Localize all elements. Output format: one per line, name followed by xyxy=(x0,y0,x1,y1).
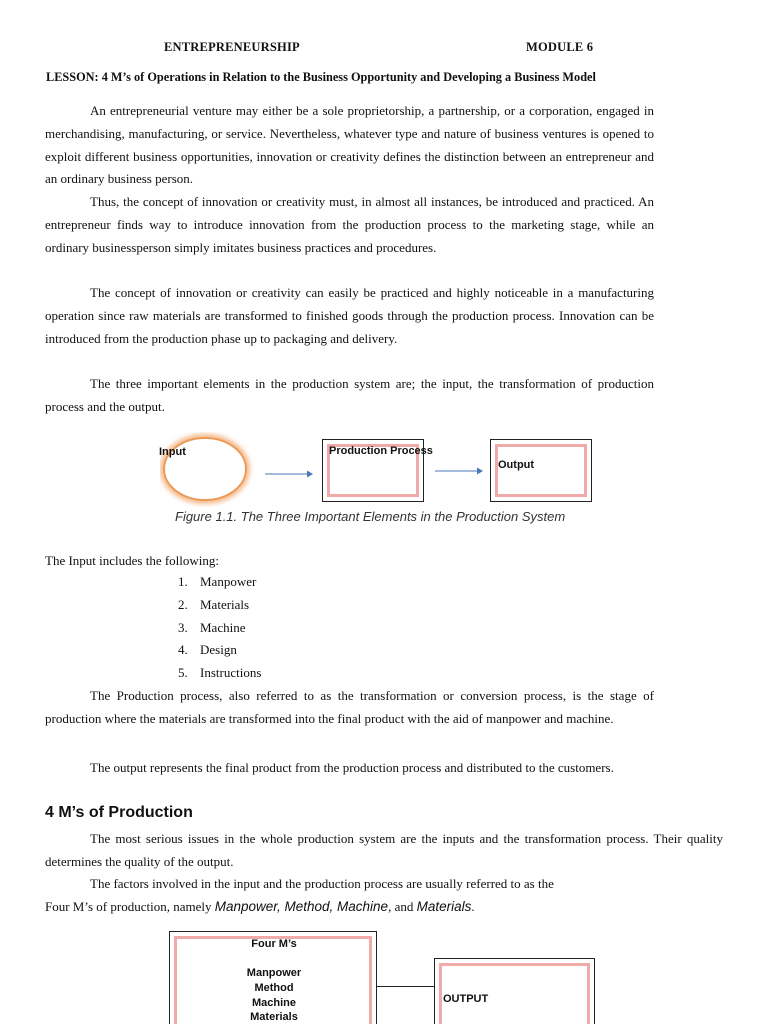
header-module: MODULE 6 xyxy=(526,40,594,54)
paragraph-4: The three important elements in the production system are; the input, the transformation of production process and the output. xyxy=(45,376,654,414)
production-system-diagram xyxy=(150,430,600,505)
list-item xyxy=(178,571,261,594)
output-label-2: OUTPUT xyxy=(443,993,489,1005)
paragraph-6: The output represents the final product from the production process and distributed to the customers. xyxy=(90,760,614,775)
input-list-intro: The Input includes the following: xyxy=(45,553,220,568)
input-label: Input xyxy=(159,446,186,458)
list-text: Manpower xyxy=(200,574,257,589)
connector-line xyxy=(377,986,435,987)
four-ms-item: Machine xyxy=(251,997,296,1009)
paragraph-1: An entrepreneurial venture may either be a sole proprietorship, a partnership, or a corporation, engaged in merchandising, manufacturing, or service. Nevertheless, whatever type and nature of business ventures is opened to exploit different business opportunities, innovation or creativity defines the distinction between an entrepreneur and an ordinary business person. xyxy=(45,103,654,187)
paragraph-8-emphasis: Manpower, Method, Machine xyxy=(214,899,389,914)
list-number: 2. xyxy=(178,596,188,612)
paragraph-8-text: Four M’s of production, namely xyxy=(45,899,215,914)
paragraph-8-line-2 xyxy=(45,896,475,919)
list-number: 5. xyxy=(178,665,188,681)
output-label: Output xyxy=(498,459,535,471)
arrow-right-icon xyxy=(264,469,314,479)
list-item xyxy=(178,639,261,662)
list-number: 4. xyxy=(178,642,188,658)
list-number: 1. xyxy=(178,574,188,589)
list-number: 3. xyxy=(178,619,188,635)
four-ms-item: Materials xyxy=(250,1011,298,1023)
paragraph-7: The most serious issues in the whole production system are the inputs and the transformation process. Their quality determines the quality of the output. xyxy=(45,831,723,869)
paragraph-8-end: . xyxy=(471,899,475,914)
arrow-right-icon xyxy=(434,466,484,476)
paragraph-3: The concept of innovation or creativity can easily be practiced and highly noticeable in a manufacturing operation since raw materials are transformed to finished goods through the production process. Innovation can be introduced from the production phase up to packaging and delivery. xyxy=(45,285,654,346)
output-box-2 xyxy=(434,958,595,1024)
input-list xyxy=(178,571,261,685)
paragraph-8-emphasis-2: Materials xyxy=(416,899,472,914)
paragraph-2: Thus, the concept of innovation or creativity must, in almost all instances, be introduced and practiced. An entrepreneur finds way to introduce innovation from the production process to the marketing stage, while an ordinary businessperson simply imitates business practices and procedures. xyxy=(45,194,654,255)
list-item xyxy=(178,617,261,640)
paragraph-8-and: , and xyxy=(388,899,417,914)
list-text: Instructions xyxy=(200,665,262,681)
figure-caption: Figure 1.1. The Three Important Elements in the Production System xyxy=(175,509,566,524)
input-ellipse-icon xyxy=(160,432,260,507)
lesson-title: LESSON: 4 M’s of Operations in Relation to the Business Opportunity and Developing a Business Model xyxy=(46,70,596,84)
paragraph-5: The Production process, also referred to as the transformation or conversion process, is the stage of production where the materials are transformed into the final product with the aid of manpower and machine. xyxy=(45,688,654,726)
list-text: Design xyxy=(200,642,237,658)
list-text: Machine xyxy=(200,619,246,635)
header-subject: ENTREPRENEURSHIP xyxy=(164,40,300,54)
section-title: 4 M’s of Production xyxy=(45,804,193,821)
paragraph-8-line-1: The factors involved in the input and the production process are usually referred to as the xyxy=(90,876,554,891)
four-ms-item: Manpower xyxy=(246,967,302,979)
list-item xyxy=(178,594,261,617)
list-text: Materials xyxy=(200,596,250,612)
four-ms-item: Method xyxy=(254,982,294,994)
production-process-label: Production Process xyxy=(329,445,433,457)
four-ms-title: Four M’s xyxy=(251,938,297,950)
list-item xyxy=(178,662,261,685)
